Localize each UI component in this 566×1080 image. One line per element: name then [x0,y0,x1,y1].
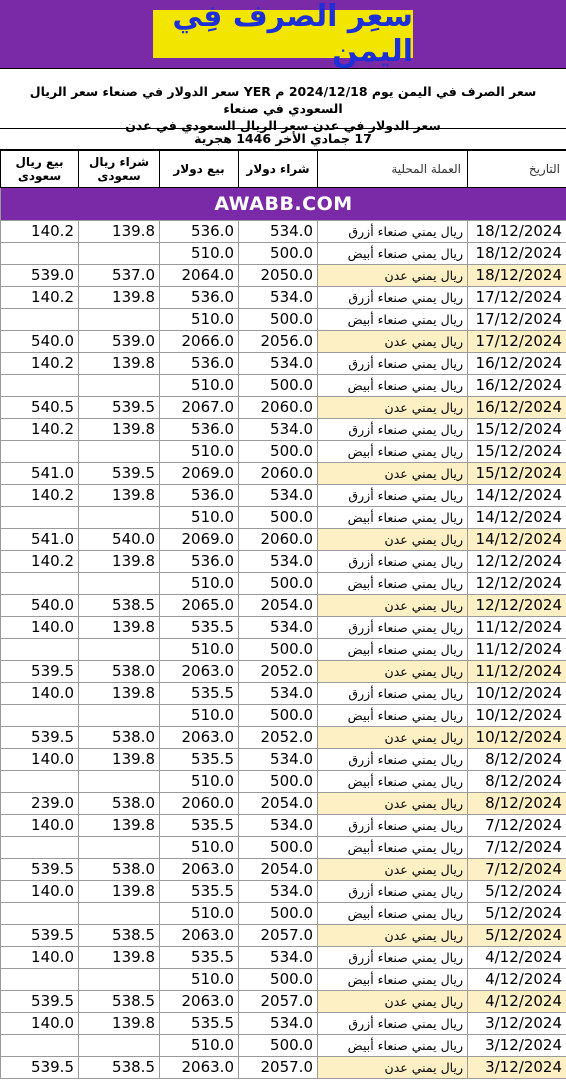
cell-usd-buy: 2054.0 [239,595,318,617]
cell-usd-sell: 2064.0 [160,265,239,287]
table-row [1,551,566,573]
cell-date: 15/12/2024 [468,441,566,463]
cell-sar-sell [1,1035,79,1057]
table-row [1,661,566,683]
cell-date: 5/12/2024 [468,925,566,947]
cell-currency: ريال يمني صنعاء أبيض [318,837,468,859]
table-row [1,485,566,507]
cell-sar-sell: 541.0 [1,529,79,551]
cell-usd-sell: 510.0 [160,1035,239,1057]
cell-usd-sell: 2065.0 [160,595,239,617]
cell-currency: ريال يمني عدن [318,529,468,551]
cell-sar-buy: 539.5 [79,463,160,485]
cell-date: 8/12/2024 [468,793,566,815]
cell-sar-buy: 539.0 [79,331,160,353]
cell-date: 12/12/2024 [468,551,566,573]
cell-usd-sell: 2063.0 [160,1057,239,1079]
cell-date: 8/12/2024 [468,771,566,793]
table-row [1,815,566,837]
cell-currency: ريال يمني صنعاء أبيض [318,903,468,925]
subtitle-line-2: سعر الدولار في عدن سعر الريال السعودي في عدن [125,118,441,133]
cell-currency: ريال يمني صنعاء أزرق [318,221,468,243]
col-header-date: التاريخ [468,151,566,188]
cell-usd-sell: 2063.0 [160,859,239,881]
cell-usd-sell: 2063.0 [160,727,239,749]
cell-date: 12/12/2024 [468,595,566,617]
cell-usd-buy: 534.0 [239,353,318,375]
cell-date: 3/12/2024 [468,1035,566,1057]
cell-currency: ريال يمني عدن [318,595,468,617]
cell-usd-sell: 510.0 [160,309,239,331]
banner-title: سعِر الصرف فِي اليمن [153,10,413,58]
cell-sar-buy: 139.8 [79,815,160,837]
rates-table-body [1,221,566,1079]
cell-sar-buy: 139.8 [79,419,160,441]
cell-usd-sell: 510.0 [160,705,239,727]
rates-table [0,150,566,1079]
cell-currency: ريال يمني صنعاء أبيض [318,375,468,397]
cell-date: 4/12/2024 [468,991,566,1013]
table-row [1,463,566,485]
cell-usd-buy: 2052.0 [239,727,318,749]
cell-sar-sell: 539.5 [1,925,79,947]
cell-sar-sell: 539.5 [1,1057,79,1079]
cell-usd-sell: 535.5 [160,815,239,837]
cell-usd-buy: 534.0 [239,815,318,837]
cell-currency: ريال يمني صنعاء أزرق [318,617,468,639]
cell-usd-sell: 536.0 [160,551,239,573]
subtitle-line-1: سعر الصرف في اليمن يوم 2024/12/18 م YER سعر الدولار في صنعاء سعر الريال السعودي في صنعاء [29,84,537,116]
table-row [1,925,566,947]
cell-date: 18/12/2024 [468,265,566,287]
cell-sar-buy [79,903,160,925]
table-row [1,397,566,419]
cell-sar-buy: 539.5 [79,397,160,419]
cell-usd-buy: 500.0 [239,309,318,331]
cell-usd-buy: 500.0 [239,507,318,529]
cell-sar-sell: 539.0 [1,265,79,287]
cell-date: 15/12/2024 [468,463,566,485]
cell-date: 11/12/2024 [468,617,566,639]
cell-currency: ريال يمني صنعاء أبيض [318,771,468,793]
table-row [1,1013,566,1035]
cell-date: 7/12/2024 [468,859,566,881]
table-row [1,573,566,595]
cell-usd-sell: 536.0 [160,419,239,441]
cell-usd-sell: 2067.0 [160,397,239,419]
cell-usd-sell: 2063.0 [160,925,239,947]
cell-currency: ريال يمني عدن [318,463,468,485]
table-row [1,331,566,353]
table-row [1,705,566,727]
table-row [1,595,566,617]
table-row [1,771,566,793]
table-row [1,1035,566,1057]
cell-usd-buy: 534.0 [239,419,318,441]
cell-sar-buy: 537.0 [79,265,160,287]
cell-sar-sell [1,771,79,793]
cell-usd-buy: 534.0 [239,287,318,309]
table-row [1,749,566,771]
cell-usd-buy: 2054.0 [239,793,318,815]
cell-currency: ريال يمني عدن [318,991,468,1013]
cell-usd-sell: 510.0 [160,837,239,859]
table-row [1,353,566,375]
table-row [1,375,566,397]
cell-currency: ريال يمني صنعاء أبيض [318,243,468,265]
cell-sar-sell: 539.5 [1,661,79,683]
cell-usd-sell: 2069.0 [160,529,239,551]
subtitle [0,69,566,133]
cell-currency: ريال يمني صنعاء أزرق [318,683,468,705]
cell-date: 17/12/2024 [468,287,566,309]
cell-sar-sell [1,705,79,727]
cell-sar-buy: 538.0 [79,727,160,749]
cell-usd-buy: 2057.0 [239,991,318,1013]
table-row [1,243,566,265]
cell-sar-buy: 139.8 [79,881,160,903]
table-row [1,947,566,969]
cell-sar-buy: 538.5 [79,1057,160,1079]
cell-usd-buy: 500.0 [239,441,318,463]
cell-usd-buy: 2060.0 [239,463,318,485]
cell-usd-buy: 534.0 [239,221,318,243]
cell-sar-buy: 139.8 [79,221,160,243]
table-row [1,529,566,551]
table-row [1,881,566,903]
cell-sar-sell: 140.2 [1,551,79,573]
cell-usd-sell: 536.0 [160,221,239,243]
cell-sar-sell [1,969,79,991]
cell-sar-buy: 139.8 [79,485,160,507]
cell-sar-sell [1,837,79,859]
cell-sar-buy [79,1035,160,1057]
cell-date: 18/12/2024 [468,221,566,243]
cell-sar-sell: 539.5 [1,727,79,749]
cell-date: 18/12/2024 [468,243,566,265]
cell-usd-sell: 535.5 [160,1013,239,1035]
cell-date: 5/12/2024 [468,903,566,925]
cell-sar-buy: 538.0 [79,859,160,881]
cell-date: 5/12/2024 [468,881,566,903]
cell-date: 8/12/2024 [468,749,566,771]
cell-usd-buy: 500.0 [239,1035,318,1057]
cell-usd-buy: 500.0 [239,837,318,859]
cell-usd-sell: 536.0 [160,287,239,309]
cell-date: 16/12/2024 [468,375,566,397]
cell-sar-sell: 239.0 [1,793,79,815]
cell-date: 3/12/2024 [468,1013,566,1035]
cell-sar-sell: 140.0 [1,683,79,705]
cell-usd-sell: 2069.0 [160,463,239,485]
table-row [1,221,566,243]
cell-date: 16/12/2024 [468,397,566,419]
cell-sar-buy: 538.0 [79,793,160,815]
table-row [1,265,566,287]
cell-usd-buy: 2050.0 [239,265,318,287]
cell-sar-buy: 139.8 [79,287,160,309]
cell-date: 14/12/2024 [468,507,566,529]
cell-sar-buy [79,639,160,661]
cell-usd-buy: 534.0 [239,947,318,969]
cell-sar-buy [79,243,160,265]
table-row [1,969,566,991]
cell-currency: ريال يمني صنعاء أبيض [318,309,468,331]
cell-sar-sell [1,243,79,265]
cell-sar-sell [1,573,79,595]
cell-sar-sell: 140.0 [1,617,79,639]
cell-usd-sell: 536.0 [160,485,239,507]
cell-sar-sell [1,507,79,529]
table-row [1,727,566,749]
col-header-sar-sell: بيع ريال سعودى [1,151,79,188]
cell-currency: ريال يمني صنعاء أبيض [318,1035,468,1057]
cell-usd-sell: 535.5 [160,683,239,705]
col-header-sar-buy: شراء ريال سعودى [79,151,160,188]
cell-sar-buy [79,309,160,331]
col-header-usd-buy: شراء دولار [239,151,318,188]
table-row [1,639,566,661]
cell-sar-buy [79,837,160,859]
cell-usd-buy: 500.0 [239,903,318,925]
cell-currency: ريال يمني عدن [318,331,468,353]
cell-usd-sell: 535.5 [160,749,239,771]
table-row [1,903,566,925]
cell-date: 16/12/2024 [468,353,566,375]
cell-sar-buy: 538.0 [79,661,160,683]
cell-date: 11/12/2024 [468,639,566,661]
cell-usd-buy: 500.0 [239,573,318,595]
table-row [1,859,566,881]
cell-usd-sell: 510.0 [160,375,239,397]
cell-date: 14/12/2024 [468,485,566,507]
cell-sar-sell: 140.0 [1,815,79,837]
cell-date: 12/12/2024 [468,573,566,595]
cell-sar-sell: 540.0 [1,595,79,617]
table-row [1,991,566,1013]
cell-sar-sell [1,309,79,331]
cell-currency: ريال يمني صنعاء أزرق [318,287,468,309]
cell-date: 7/12/2024 [468,815,566,837]
cell-currency: ريال يمني صنعاء أزرق [318,881,468,903]
cell-currency: ريال يمني صنعاء أزرق [318,551,468,573]
cell-currency: ريال يمني صنعاء أزرق [318,353,468,375]
cell-date: 11/12/2024 [468,661,566,683]
cell-sar-sell: 140.2 [1,353,79,375]
cell-currency: ريال يمني عدن [318,265,468,287]
cell-sar-sell [1,903,79,925]
cell-date: 4/12/2024 [468,969,566,991]
cell-usd-buy: 2057.0 [239,1057,318,1079]
cell-usd-sell: 510.0 [160,573,239,595]
cell-date: 10/12/2024 [468,705,566,727]
cell-sar-buy [79,573,160,595]
cell-sar-buy: 139.8 [79,617,160,639]
cell-currency: ريال يمني عدن [318,925,468,947]
cell-usd-buy: 534.0 [239,749,318,771]
cell-currency: ريال يمني صنعاء أبيض [318,573,468,595]
cell-usd-buy: 534.0 [239,485,318,507]
cell-sar-sell: 140.0 [1,749,79,771]
cell-currency: ريال يمني صنعاء أزرق [318,1013,468,1035]
cell-usd-buy: 2052.0 [239,661,318,683]
cell-sar-sell: 540.0 [1,331,79,353]
table-row [1,793,566,815]
table-row [1,441,566,463]
cell-usd-buy: 500.0 [239,375,318,397]
cell-currency: ريال يمني عدن [318,793,468,815]
cell-usd-sell: 510.0 [160,441,239,463]
cell-currency: ريال يمني صنعاء أبيض [318,507,468,529]
cell-sar-buy [79,441,160,463]
hijri-date: 17 جمادي الأخر 1446 هجرية [0,129,566,150]
table-row [1,309,566,331]
cell-usd-sell: 2066.0 [160,331,239,353]
table-row [1,1057,566,1079]
cell-currency: ريال يمني عدن [318,397,468,419]
cell-currency: ريال يمني عدن [318,727,468,749]
header-banner [0,0,566,69]
cell-currency: ريال يمني صنعاء أبيض [318,969,468,991]
cell-date: 17/12/2024 [468,331,566,353]
cell-usd-buy: 534.0 [239,617,318,639]
col-header-usd-sell: بيع دولار [160,151,239,188]
cell-sar-sell: 140.2 [1,221,79,243]
cell-sar-buy: 139.8 [79,683,160,705]
cell-currency: ريال يمني صنعاء أزرق [318,749,468,771]
cell-sar-sell: 539.5 [1,859,79,881]
cell-sar-sell: 140.2 [1,485,79,507]
cell-sar-buy: 139.8 [79,749,160,771]
cell-sar-sell: 140.0 [1,1013,79,1035]
table-header-row [1,151,566,188]
site-banner: AWABB.COM [1,188,566,221]
cell-sar-sell: 140.0 [1,881,79,903]
cell-usd-buy: 500.0 [239,705,318,727]
cell-sar-sell: 539.5 [1,991,79,1013]
cell-usd-sell: 2063.0 [160,991,239,1013]
cell-currency: ريال يمني صنعاء أزرق [318,419,468,441]
cell-date: 3/12/2024 [468,1057,566,1079]
cell-sar-sell [1,639,79,661]
cell-usd-buy: 500.0 [239,969,318,991]
table-row [1,617,566,639]
cell-sar-sell: 140.0 [1,947,79,969]
cell-sar-sell: 140.2 [1,287,79,309]
cell-usd-buy: 534.0 [239,1013,318,1035]
table-row [1,683,566,705]
table-row [1,507,566,529]
col-header-currency: العملة المحلية [318,151,468,188]
cell-usd-buy: 500.0 [239,243,318,265]
cell-sar-buy: 540.0 [79,529,160,551]
cell-date: 7/12/2024 [468,837,566,859]
table-row [1,287,566,309]
table-row [1,419,566,441]
cell-currency: ريال يمني عدن [318,661,468,683]
cell-sar-buy [79,375,160,397]
cell-usd-sell: 536.0 [160,353,239,375]
table-row [1,837,566,859]
cell-currency: ريال يمني عدن [318,1057,468,1079]
cell-sar-sell: 140.2 [1,419,79,441]
cell-usd-buy: 2060.0 [239,397,318,419]
cell-date: 17/12/2024 [468,309,566,331]
cell-currency: ريال يمني صنعاء أبيض [318,441,468,463]
cell-sar-buy: 538.5 [79,925,160,947]
cell-date: 15/12/2024 [468,419,566,441]
cell-usd-buy: 534.0 [239,551,318,573]
cell-sar-sell [1,375,79,397]
cell-sar-buy: 538.5 [79,595,160,617]
cell-usd-sell: 510.0 [160,771,239,793]
cell-usd-buy: 2054.0 [239,859,318,881]
cell-currency: ريال يمني عدن [318,859,468,881]
cell-usd-sell: 535.5 [160,881,239,903]
cell-usd-sell: 510.0 [160,639,239,661]
cell-sar-sell [1,441,79,463]
cell-usd-sell: 510.0 [160,243,239,265]
cell-usd-sell: 510.0 [160,903,239,925]
cell-currency: ريال يمني صنعاء أزرق [318,485,468,507]
cell-sar-sell: 540.5 [1,397,79,419]
cell-sar-buy [79,969,160,991]
cell-sar-buy [79,507,160,529]
cell-sar-buy: 538.5 [79,991,160,1013]
cell-usd-sell: 535.5 [160,617,239,639]
cell-currency: ريال يمني صنعاء أبيض [318,705,468,727]
cell-currency: ريال يمني صنعاء أزرق [318,815,468,837]
cell-sar-buy: 139.8 [79,551,160,573]
cell-sar-sell: 541.0 [1,463,79,485]
cell-usd-sell: 510.0 [160,969,239,991]
cell-date: 4/12/2024 [468,947,566,969]
cell-usd-buy: 2057.0 [239,925,318,947]
cell-sar-buy: 139.8 [79,1013,160,1035]
cell-sar-buy [79,705,160,727]
cell-date: 10/12/2024 [468,683,566,705]
cell-sar-buy: 139.8 [79,947,160,969]
cell-usd-buy: 2060.0 [239,529,318,551]
cell-usd-buy: 500.0 [239,771,318,793]
cell-usd-buy: 2056.0 [239,331,318,353]
cell-currency: ريال يمني صنعاء أبيض [318,639,468,661]
cell-date: 10/12/2024 [468,727,566,749]
cell-usd-sell: 510.0 [160,507,239,529]
cell-usd-sell: 2060.0 [160,793,239,815]
cell-sar-buy [79,771,160,793]
cell-usd-sell: 2063.0 [160,661,239,683]
cell-sar-buy: 139.8 [79,353,160,375]
cell-usd-sell: 535.5 [160,947,239,969]
cell-usd-buy: 534.0 [239,881,318,903]
cell-usd-buy: 534.0 [239,683,318,705]
cell-usd-buy: 500.0 [239,639,318,661]
cell-date: 14/12/2024 [468,529,566,551]
cell-currency: ريال يمني صنعاء أزرق [318,947,468,969]
